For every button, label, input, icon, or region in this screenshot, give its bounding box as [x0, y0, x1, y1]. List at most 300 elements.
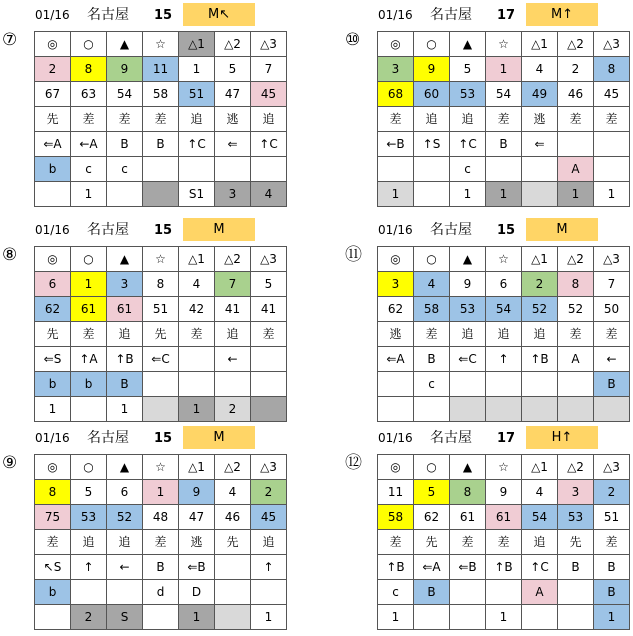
grid-cell: B: [558, 555, 594, 580]
grid-cell: ☆: [143, 247, 179, 272]
grid-cell: [594, 157, 630, 182]
grid-cell: 4: [215, 480, 251, 505]
race-panel: [343, 215, 633, 425]
grid-row: [35, 247, 287, 272]
grid-cell: c: [71, 157, 107, 182]
grid-row: [35, 347, 287, 372]
grid-cell: 追: [179, 107, 215, 132]
race-number: 15: [154, 431, 173, 446]
grid-cell: △1: [179, 455, 215, 480]
grid-cell: [378, 397, 414, 422]
grid-cell: 差: [558, 107, 594, 132]
grid-cell: [179, 372, 215, 397]
grid-cell: ←: [215, 347, 251, 372]
grid-cell: 51: [179, 82, 215, 107]
grid-cell: 1: [107, 397, 143, 422]
grid-cell: B: [107, 372, 143, 397]
grid-cell: ↖S: [35, 555, 71, 580]
grid-row: [35, 57, 287, 82]
grid-cell: 62: [414, 505, 450, 530]
grid-cell: [522, 605, 558, 630]
grid-cell: [414, 605, 450, 630]
grid-row: [378, 132, 630, 157]
grid-cell: 2: [215, 397, 251, 422]
grid-cell: 1: [378, 182, 414, 207]
grid-cell: △3: [251, 247, 287, 272]
grid-cell: 61: [107, 297, 143, 322]
grid-cell: 1: [179, 397, 215, 422]
grid-cell: 1: [486, 182, 522, 207]
grid-cell: 差: [251, 322, 287, 347]
grid-cell: ↑C: [179, 132, 215, 157]
grid-cell: [107, 182, 143, 207]
grid-cell: 差: [378, 530, 414, 555]
grid-cell: [558, 605, 594, 630]
grid-cell: 4: [522, 57, 558, 82]
grid-cell: ↑B: [522, 347, 558, 372]
grid-cell: 1: [251, 605, 287, 630]
grid-cell: 52: [107, 505, 143, 530]
grid-cell: B: [143, 132, 179, 157]
grid-cell: ▲: [107, 455, 143, 480]
grid-cell: 6: [486, 272, 522, 297]
grid-cell: 差: [414, 322, 450, 347]
venue-name: 名古屋: [430, 430, 472, 446]
grid-cell: 1: [35, 397, 71, 422]
grid-cell: ←B: [378, 132, 414, 157]
grid-row: [35, 372, 287, 397]
grid-cell: B: [594, 555, 630, 580]
race-number: 15: [154, 8, 173, 23]
grid-cell: 先: [35, 322, 71, 347]
grid-cell: △3: [251, 32, 287, 57]
grid-cell: ◎: [35, 247, 71, 272]
grid-row: [35, 580, 287, 605]
grid-cell: 1: [179, 605, 215, 630]
grid-cell: [486, 372, 522, 397]
grid-cell: 45: [251, 82, 287, 107]
grid-row: [35, 605, 287, 630]
grid-row: [35, 297, 287, 322]
grid-cell: 7: [215, 272, 251, 297]
grid-cell: [378, 157, 414, 182]
grid-row: [378, 182, 630, 207]
prediction-grid: [34, 31, 287, 207]
prediction-grid: [377, 454, 630, 630]
venue-name: 名古屋: [87, 7, 129, 23]
grid-cell: [558, 132, 594, 157]
prediction-grid: [34, 246, 287, 422]
grid-cell: S1: [179, 182, 215, 207]
grid-cell: △3: [251, 455, 287, 480]
grid-cell: 1: [594, 182, 630, 207]
grid-cell: B: [143, 555, 179, 580]
grid-cell: 41: [251, 297, 287, 322]
grid-cell: 差: [594, 107, 630, 132]
grid-cell: 1: [558, 182, 594, 207]
grid-cell: 3: [378, 272, 414, 297]
grid-cell: 63: [71, 82, 107, 107]
grid-cell: 2: [522, 272, 558, 297]
grid-cell: 8: [35, 480, 71, 505]
panel-number: ⑪: [345, 245, 362, 265]
grid-cell: 3: [107, 272, 143, 297]
grid-cell: ↑B: [378, 555, 414, 580]
grid-cell: ⇐A: [378, 347, 414, 372]
prediction-grid: [377, 31, 630, 207]
grid-cell: ↑: [251, 555, 287, 580]
grid-cell: [251, 580, 287, 605]
grid-cell: ◎: [378, 247, 414, 272]
grid-cell: 54: [486, 297, 522, 322]
race-date: 01/16: [378, 223, 413, 237]
grid-row: [378, 82, 630, 107]
grid-cell: ↑C: [251, 132, 287, 157]
grid-cell: 1: [594, 605, 630, 630]
grid-cell: 9: [107, 57, 143, 82]
grid-cell: ⇐C: [450, 347, 486, 372]
grid-cell: 5: [450, 57, 486, 82]
grid-cell: 52: [522, 297, 558, 322]
grid-cell: 7: [594, 272, 630, 297]
grid-row: [35, 132, 287, 157]
grid-cell: 逃: [378, 322, 414, 347]
grid-cell: 2: [558, 57, 594, 82]
grid-cell: [143, 605, 179, 630]
grid-cell: 62: [35, 297, 71, 322]
grid-cell: ◎: [35, 32, 71, 57]
grid-cell: 1: [71, 272, 107, 297]
grid-cell: ↑: [486, 347, 522, 372]
grid-cell: ←A: [71, 132, 107, 157]
grid-cell: 53: [450, 82, 486, 107]
panel-number: ⑩: [345, 30, 361, 50]
grid-cell: 5: [71, 480, 107, 505]
grid-cell: ⇐S: [35, 347, 71, 372]
grid-cell: [522, 157, 558, 182]
grid-cell: S: [107, 605, 143, 630]
grid-row: [35, 555, 287, 580]
grid-cell: [522, 182, 558, 207]
grid-cell: 追: [486, 322, 522, 347]
grid-cell: [251, 372, 287, 397]
panel-header: [0, 426, 290, 450]
grid-cell: [450, 372, 486, 397]
grid-row: [35, 322, 287, 347]
grid-cell: 差: [486, 107, 522, 132]
grid-cell: △3: [594, 247, 630, 272]
grid-cell: 差: [143, 107, 179, 132]
grid-cell: 11: [378, 480, 414, 505]
race-panel: [0, 423, 290, 633]
grid-cell: 4: [179, 272, 215, 297]
grid-cell: 5: [251, 272, 287, 297]
grid-cell: ↑A: [71, 347, 107, 372]
grid-cell: 追: [522, 322, 558, 347]
race-date: 01/16: [35, 8, 70, 22]
grid-cell: c: [107, 157, 143, 182]
grid-cell: 49: [522, 82, 558, 107]
grid-cell: c: [378, 580, 414, 605]
grid-cell: B: [594, 372, 630, 397]
grid-cell: ◎: [35, 455, 71, 480]
grid-cell: B: [594, 580, 630, 605]
grid-cell: 追: [71, 530, 107, 555]
race-date: 01/16: [35, 223, 70, 237]
grid-row: [378, 247, 630, 272]
venue-name: 名古屋: [87, 222, 129, 238]
grid-row: [35, 505, 287, 530]
grid-cell: ←: [107, 555, 143, 580]
grid-cell: 逃: [522, 107, 558, 132]
grid-cell: 9: [486, 480, 522, 505]
grid-cell: c: [450, 157, 486, 182]
grid-cell: 差: [378, 107, 414, 132]
grid-row: [378, 605, 630, 630]
grid-row: [35, 32, 287, 57]
grid-row: [378, 555, 630, 580]
grid-cell: 46: [215, 505, 251, 530]
grid-cell: [594, 397, 630, 422]
grid-cell: ↑B: [107, 347, 143, 372]
grid-cell: 8: [594, 57, 630, 82]
grid-row: [378, 530, 630, 555]
grid-cell: B: [107, 132, 143, 157]
panel-number: ⑦: [2, 30, 18, 50]
grid-cell: △1: [522, 455, 558, 480]
grid-row: [378, 297, 630, 322]
grid-cell: 3: [558, 480, 594, 505]
grid-cell: [35, 605, 71, 630]
grid-cell: [450, 580, 486, 605]
grid-cell: 41: [215, 297, 251, 322]
grid-cell: 差: [143, 530, 179, 555]
track-condition-badge: H↑: [526, 426, 598, 449]
grid-cell: △2: [558, 247, 594, 272]
grid-cell: b: [35, 157, 71, 182]
grid-cell: ☆: [143, 455, 179, 480]
grid-cell: △1: [522, 247, 558, 272]
venue-name: 名古屋: [430, 7, 472, 23]
grid-cell: 54: [107, 82, 143, 107]
grid-cell: B: [414, 580, 450, 605]
grid-cell: 48: [143, 505, 179, 530]
grid-cell: 62: [378, 297, 414, 322]
grid-cell: [107, 580, 143, 605]
grid-cell: [215, 555, 251, 580]
grid-cell: b: [35, 372, 71, 397]
track-condition-badge: M↑: [526, 3, 598, 26]
grid-cell: 46: [558, 82, 594, 107]
panel-number: ⑫: [345, 453, 362, 473]
grid-cell: 50: [594, 297, 630, 322]
grid-cell: ☆: [143, 32, 179, 57]
grid-cell: [71, 580, 107, 605]
grid-cell: 追: [522, 530, 558, 555]
panel-number: ⑨: [2, 453, 18, 473]
grid-cell: △2: [558, 32, 594, 57]
grid-cell: ▲: [450, 455, 486, 480]
race-date: 01/16: [378, 431, 413, 445]
grid-cell: 1: [143, 480, 179, 505]
grid-row: [35, 530, 287, 555]
grid-cell: [558, 397, 594, 422]
panel-header: [0, 3, 290, 27]
race-number: 15: [154, 223, 173, 238]
grid-cell: [143, 397, 179, 422]
grid-cell: 54: [486, 82, 522, 107]
grid-cell: 差: [450, 530, 486, 555]
grid-cell: b: [35, 580, 71, 605]
grid-cell: 追: [107, 322, 143, 347]
grid-cell: ○: [71, 455, 107, 480]
grid-row: [378, 322, 630, 347]
grid-cell: 9: [414, 57, 450, 82]
grid-cell: 追: [215, 322, 251, 347]
grid-cell: [414, 157, 450, 182]
grid-row: [35, 397, 287, 422]
grid-cell: 差: [71, 322, 107, 347]
grid-cell: 61: [71, 297, 107, 322]
grid-cell: [414, 397, 450, 422]
grid-cell: 8: [558, 272, 594, 297]
grid-cell: 8: [450, 480, 486, 505]
grid-cell: ☆: [486, 32, 522, 57]
grid-cell: 60: [414, 82, 450, 107]
grid-cell: [179, 347, 215, 372]
grid-cell: 45: [251, 505, 287, 530]
grid-cell: b: [71, 372, 107, 397]
grid-cell: [486, 397, 522, 422]
track-condition-badge: M: [183, 218, 255, 241]
grid-cell: ←: [594, 347, 630, 372]
grid-cell: [450, 605, 486, 630]
race-panel: [0, 215, 290, 425]
grid-cell: 51: [594, 505, 630, 530]
grid-cell: 9: [450, 272, 486, 297]
grid-cell: 67: [35, 82, 71, 107]
track-condition-badge: M: [526, 218, 598, 241]
grid-cell: ○: [71, 32, 107, 57]
grid-cell: [486, 157, 522, 182]
grid-row: [378, 272, 630, 297]
grid-cell: ⇐: [522, 132, 558, 157]
panel-number: ⑧: [2, 245, 18, 265]
grid-cell: 差: [558, 322, 594, 347]
grid-cell: 追: [450, 107, 486, 132]
grid-row: [35, 480, 287, 505]
grid-cell: ⇐B: [450, 555, 486, 580]
grid-cell: ↑C: [522, 555, 558, 580]
grid-cell: 45: [594, 82, 630, 107]
panel-header: [0, 218, 290, 242]
grid-cell: c: [414, 372, 450, 397]
grid-row: [378, 347, 630, 372]
track-condition-badge: M: [183, 426, 255, 449]
grid-cell: [143, 182, 179, 207]
grid-row: [35, 107, 287, 132]
grid-cell: 1: [378, 605, 414, 630]
grid-cell: ▲: [450, 247, 486, 272]
grid-cell: [251, 397, 287, 422]
grid-cell: 差: [179, 322, 215, 347]
grid-cell: 53: [71, 505, 107, 530]
race-date: 01/16: [35, 431, 70, 445]
grid-cell: [143, 157, 179, 182]
panel-header: [343, 218, 633, 242]
grid-cell: ▲: [107, 32, 143, 57]
grid-cell: 追: [414, 107, 450, 132]
grid-cell: 2: [251, 480, 287, 505]
grid-cell: [522, 397, 558, 422]
grid-cell: ☆: [486, 455, 522, 480]
grid-cell: 先: [414, 530, 450, 555]
grid-cell: 3: [378, 57, 414, 82]
grid-cell: 追: [251, 107, 287, 132]
grid-cell: 61: [486, 505, 522, 530]
grid-cell: 差: [486, 530, 522, 555]
grid-cell: △3: [594, 455, 630, 480]
grid-cell: 68: [378, 82, 414, 107]
grid-cell: [143, 372, 179, 397]
grid-row: [378, 57, 630, 82]
grid-row: [378, 157, 630, 182]
grid-cell: 1: [486, 57, 522, 82]
grid-cell: 1: [486, 605, 522, 630]
grid-cell: 54: [522, 505, 558, 530]
grid-cell: 47: [179, 505, 215, 530]
grid-cell: 1: [450, 182, 486, 207]
grid-cell: 4: [414, 272, 450, 297]
grid-cell: [215, 580, 251, 605]
grid-cell: 先: [35, 107, 71, 132]
grid-cell: 6: [35, 272, 71, 297]
venue-name: 名古屋: [87, 430, 129, 446]
grid-cell: 58: [378, 505, 414, 530]
venue-name: 名古屋: [430, 222, 472, 238]
grid-cell: 58: [143, 82, 179, 107]
grid-cell: ◎: [378, 32, 414, 57]
grid-cell: [450, 397, 486, 422]
grid-cell: 先: [143, 322, 179, 347]
grid-cell: △1: [179, 32, 215, 57]
grid-cell: 61: [450, 505, 486, 530]
race-panel: [343, 423, 633, 633]
race-panel: [343, 0, 633, 210]
grid-row: [378, 505, 630, 530]
grid-cell: ○: [414, 455, 450, 480]
grid-cell: △2: [558, 455, 594, 480]
grid-row: [378, 480, 630, 505]
grid-cell: 先: [215, 530, 251, 555]
grid-cell: 差: [107, 107, 143, 132]
grid-cell: [558, 372, 594, 397]
grid-cell: d: [143, 580, 179, 605]
grid-cell: 差: [594, 322, 630, 347]
grid-cell: 逃: [179, 530, 215, 555]
grid-cell: [35, 182, 71, 207]
grid-cell: [594, 132, 630, 157]
grid-cell: 2: [35, 57, 71, 82]
grid-cell: 8: [143, 272, 179, 297]
grid-row: [35, 82, 287, 107]
track-condition-badge: M↖: [183, 3, 255, 26]
grid-cell: A: [558, 347, 594, 372]
grid-cell: 58: [414, 297, 450, 322]
grid-cell: ↑S: [414, 132, 450, 157]
grid-row: [378, 107, 630, 132]
grid-cell: △3: [594, 32, 630, 57]
